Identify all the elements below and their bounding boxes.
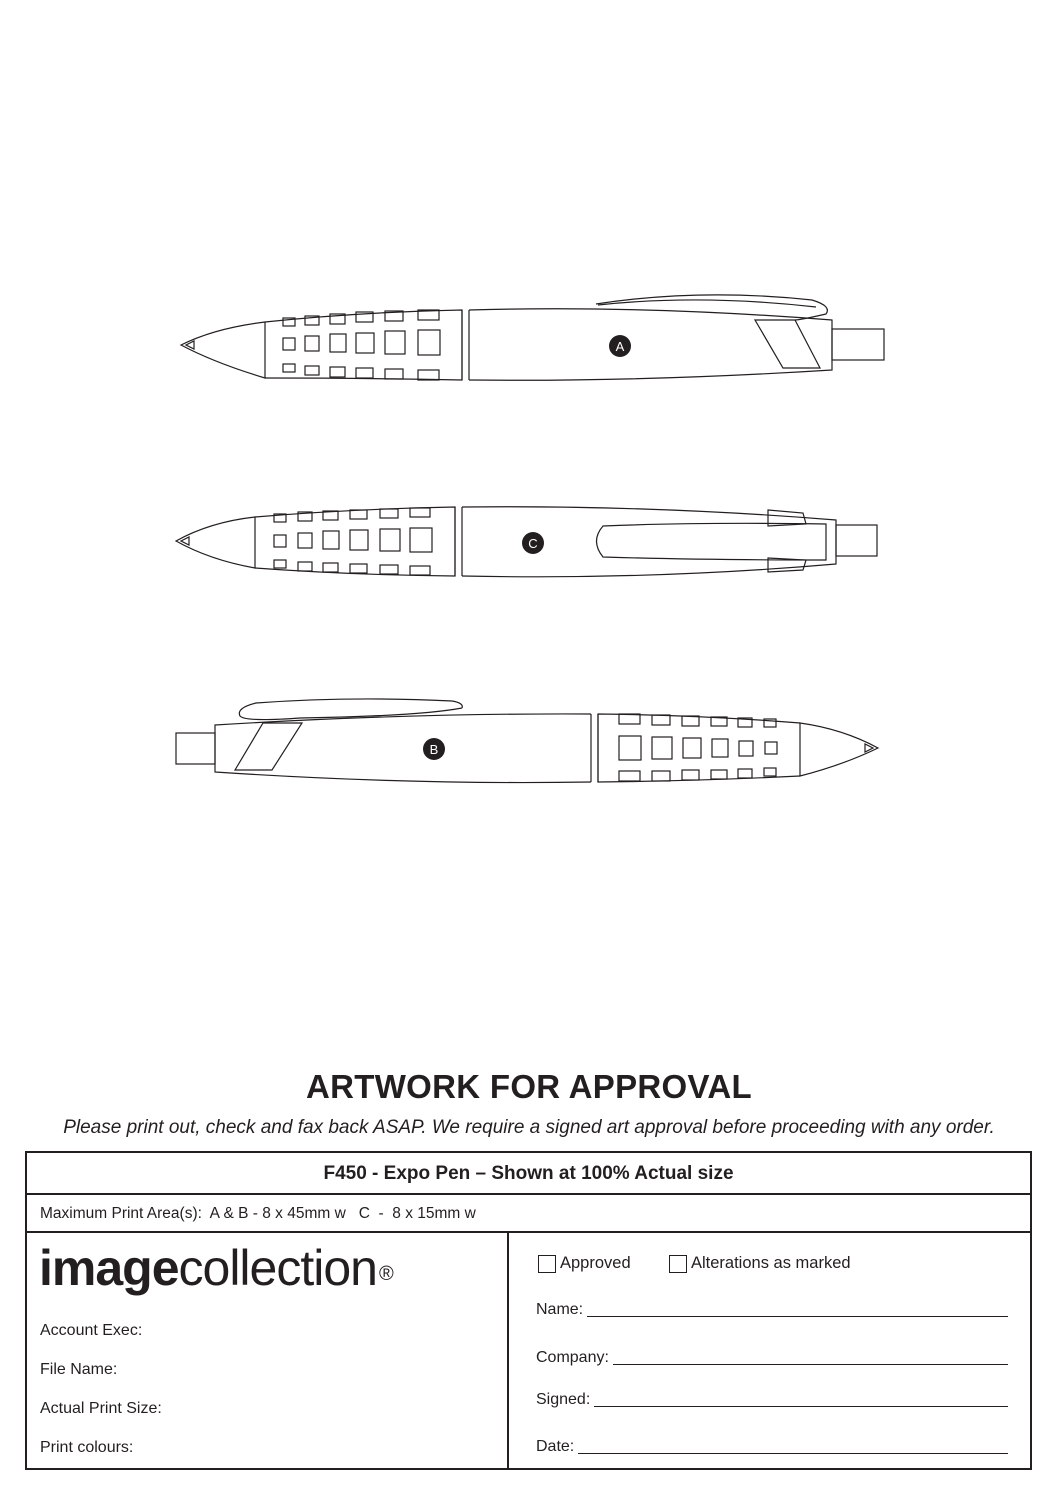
company-label: Company: (536, 1349, 609, 1366)
date-line[interactable] (578, 1452, 1008, 1454)
alterations-checkbox[interactable] (669, 1255, 687, 1273)
company-info-panel (27, 1233, 509, 1468)
print-area-spec: Maximum Print Area(s): A & B - 8 x 45mm w C - 8 x 15mm w (27, 1195, 1030, 1233)
alterations-label: Alterations as marked (691, 1254, 851, 1272)
logo-bold-part: image (39, 1240, 179, 1296)
pen-b-label: B (429, 742, 439, 757)
company-line[interactable] (613, 1363, 1008, 1365)
signed-label: Signed: (536, 1391, 591, 1408)
pen-b-marker (423, 738, 445, 760)
instructions-text: Please print out, check and fax back ASAP. We require a signed art approval before proceeding with any order. (63, 1117, 995, 1138)
name-field[interactable] (536, 1301, 1008, 1319)
approved-option[interactable] (538, 1254, 631, 1273)
registered-mark: ® (378, 1263, 393, 1285)
page-title: ARTWORK FOR APPROVAL (306, 1068, 752, 1105)
approved-label: Approved (560, 1254, 631, 1272)
pen-b-drawing (176, 699, 878, 783)
pen-a-marker (609, 335, 631, 357)
company-field[interactable] (536, 1349, 1008, 1367)
date-label: Date: (536, 1438, 575, 1455)
file-name-label: File Name: (40, 1361, 118, 1378)
alterations-option[interactable] (669, 1254, 851, 1273)
product-title: F450 - Expo Pen – Shown at 100% Actual size (27, 1153, 1030, 1195)
approval-form (25, 1151, 1032, 1470)
name-label: Name: (536, 1301, 584, 1318)
approval-panel (509, 1233, 1030, 1468)
logo-regular-part: collection (178, 1240, 377, 1296)
print-colours-label: Print colours: (40, 1439, 134, 1456)
pen-a-label: A (615, 339, 625, 354)
actual-print-size-label: Actual Print Size: (40, 1400, 162, 1417)
pen-a-drawing (181, 295, 884, 380)
pen-c-label: C (528, 536, 538, 551)
name-line[interactable] (587, 1315, 1008, 1317)
signed-line[interactable] (594, 1405, 1008, 1407)
date-field[interactable] (536, 1438, 1008, 1456)
approved-checkbox[interactable] (538, 1255, 556, 1273)
account-exec-label: Account Exec: (40, 1322, 143, 1339)
pen-c-marker (522, 532, 544, 554)
company-logo (39, 1239, 393, 1297)
signed-field[interactable] (536, 1391, 1008, 1409)
